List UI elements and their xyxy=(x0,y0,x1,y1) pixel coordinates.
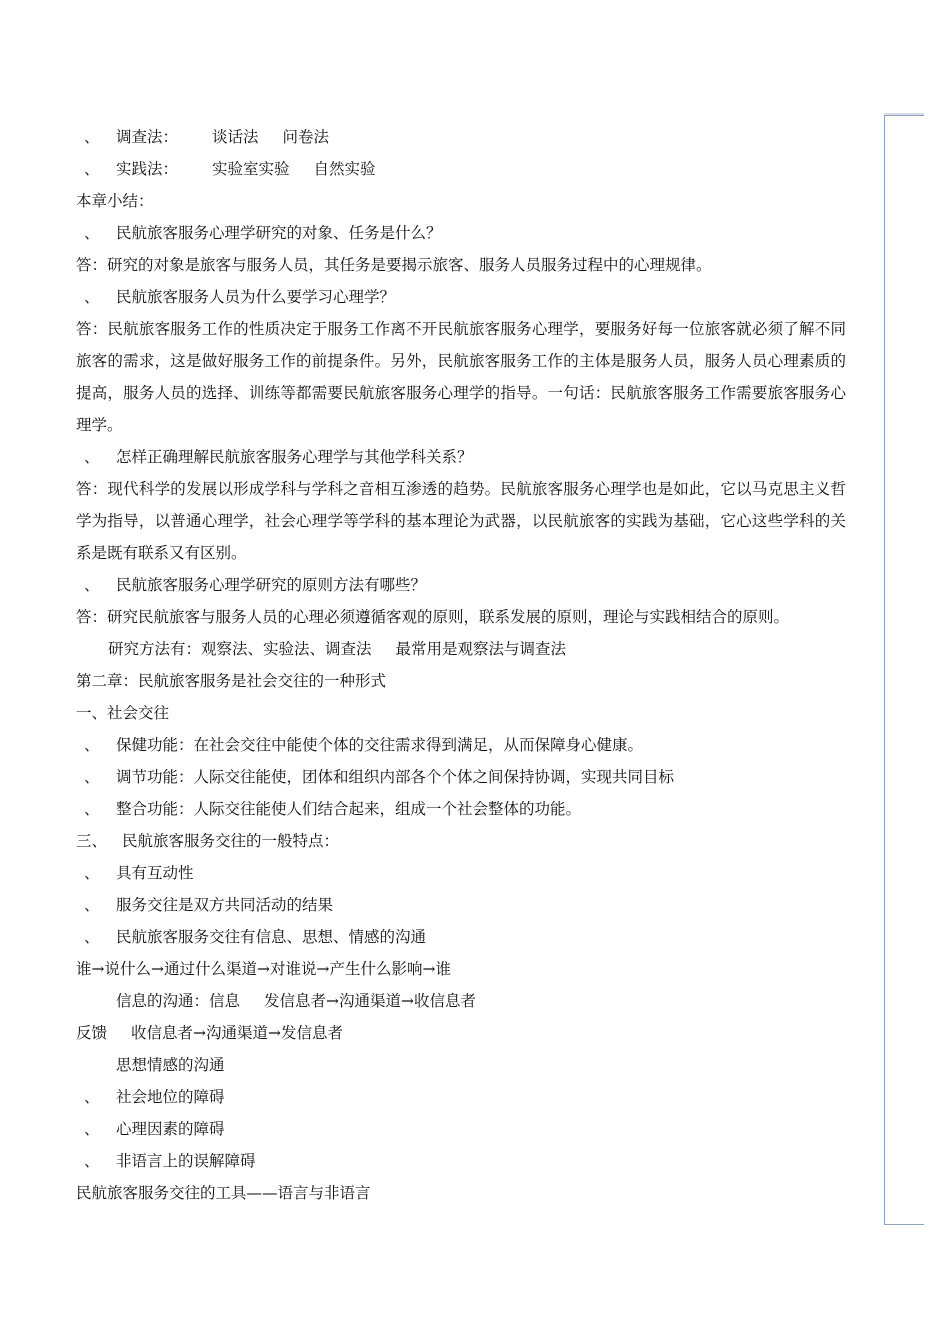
feature-1-text: 具有互动性 xyxy=(116,864,194,882)
list-marker: 、 xyxy=(84,864,100,882)
info-communication-label: 信息的沟通：信息 xyxy=(116,992,241,1010)
method-practice-item-2: 自然实验 xyxy=(313,160,376,178)
barrier-2 xyxy=(76,1113,846,1145)
feature-2 xyxy=(76,889,846,921)
chapter-summary-heading: 本章小结： xyxy=(76,192,154,210)
emotion-communication: 思想情感的沟通 xyxy=(116,1056,225,1074)
barrier-1-text: 社会地位的障碍 xyxy=(116,1088,225,1106)
method-survey xyxy=(76,121,846,153)
list-marker: 、 xyxy=(84,128,100,146)
barrier-1 xyxy=(76,1081,846,1113)
info-communication-flow: 发信息者→沟通渠道→收信息者 xyxy=(264,992,476,1010)
method-survey-label: 调查法： xyxy=(116,128,179,146)
list-marker: 、 xyxy=(84,576,100,594)
answer-2: 答：民航旅客服务工作的性质决定于服务工作离不开民航旅客服务心理学，要服务好每一位旅客就必须了解不同旅客的需求，这是做好服务工作的前提条件。另外，民航旅客服务工作的主体是服务人员，服务人员心理素质的提高，服务人员的选择、训练等都需要民航旅客服务心理学的指导。一句话：民航旅客服务工作需要旅客服务心理学。 xyxy=(76,320,846,434)
side-panel xyxy=(884,115,924,1225)
feedback-label: 反馈 xyxy=(76,1024,108,1042)
question-1 xyxy=(76,217,846,249)
answer-3: 答：现代科学的发展以形成学科与学科之音相互渗透的趋势。民航旅客服务心理学也是如此，它以马克思主义哲学为指导，以普通心理学，社会心理学等学科的基本理论为武器，以民航旅客的实践为基础，它心这些学科的关系是既有联系又有区别。 xyxy=(76,480,846,562)
list-marker: 、 xyxy=(84,448,100,466)
question-4 xyxy=(76,569,846,601)
section-3-text: 民航旅客服务交往的一般特点： xyxy=(122,832,340,850)
barrier-3 xyxy=(76,1145,846,1177)
barrier-2-text: 心理因素的障碍 xyxy=(116,1120,225,1138)
research-methods xyxy=(76,633,846,665)
list-marker: 、 xyxy=(84,896,100,914)
list-marker: 、 xyxy=(84,288,100,306)
list-marker: 、 xyxy=(84,1152,100,1170)
section-1-heading: 一、社会交往 xyxy=(76,704,170,722)
section-number: 三、 xyxy=(76,832,108,850)
list-marker: 、 xyxy=(84,768,100,786)
answer-1: 答：研究的对象是旅客与服务人员，其任务是要揭示旅客、服务人员服务过程中的心理规律。 xyxy=(76,256,712,274)
method-practice xyxy=(76,153,846,185)
info-communication xyxy=(76,985,846,1017)
feature-3 xyxy=(76,921,846,953)
feature-1 xyxy=(76,857,846,889)
question-4-text: 民航旅客服务心理学研究的原则方法有哪些？ xyxy=(116,576,427,594)
function-integrate xyxy=(76,793,846,825)
list-marker: 、 xyxy=(84,928,100,946)
function-adjust xyxy=(76,761,846,793)
research-methods-list: 研究方法有：观察法、实验法、调查法 xyxy=(108,640,372,658)
function-health-text: 保健功能：在社会交往中能使个体的交往需求得到满足，从而保障身心健康。 xyxy=(116,736,644,754)
list-marker: 、 xyxy=(84,224,100,242)
document-body xyxy=(76,121,846,1209)
question-2-text: 民航旅客服务人员为什么要学习心理学？ xyxy=(116,288,396,306)
barrier-3-text: 非语言上的误解障碍 xyxy=(116,1152,256,1170)
feedback-flow: 收信息者→沟通渠道→发信息者 xyxy=(131,1024,343,1042)
question-3-text: 怎样正确理解民航旅客服务心理学与其他学科关系？ xyxy=(116,448,473,466)
communication-model: 谁→说什么→通过什么渠道→对谁说→产生什么影响→谁 xyxy=(76,960,451,978)
question-1-text: 民航旅客服务心理学研究的对象、任务是什么？ xyxy=(116,224,442,242)
section-3-heading xyxy=(76,825,846,857)
method-practice-item-1: 实验室实验 xyxy=(212,160,290,178)
question-3 xyxy=(76,441,846,473)
function-integrate-text: 整合功能：人际交往能使人们结合起来，组成一个社会整体的功能。 xyxy=(116,800,582,818)
function-adjust-text: 调节功能：人际交往能使，团体和组织内部各个个体之间保持协调，实现共同目标 xyxy=(116,768,675,786)
chapter-2-title: 第二章：民航旅客服务是社会交往的一种形式 xyxy=(76,672,387,690)
list-marker: 、 xyxy=(84,736,100,754)
research-methods-common: 最常用是观察法与调查法 xyxy=(395,640,567,658)
communication-tools: 民航旅客服务交往的工具——语言与非语言 xyxy=(76,1184,371,1202)
question-2 xyxy=(76,281,846,313)
function-health xyxy=(76,729,846,761)
list-marker: 、 xyxy=(84,160,100,178)
feedback xyxy=(76,1017,846,1049)
method-practice-label: 实践法： xyxy=(116,160,179,178)
method-survey-item-2: 问卷法 xyxy=(282,128,330,146)
feature-3-text: 民航旅客服务交往有信息、思想、情感的沟通 xyxy=(116,928,427,946)
method-survey-item-1: 谈话法 xyxy=(212,128,259,146)
list-marker: 、 xyxy=(84,800,100,818)
list-marker: 、 xyxy=(84,1088,100,1106)
feature-2-text: 服务交往是双方共同活动的结果 xyxy=(116,896,334,914)
list-marker: 、 xyxy=(84,1120,100,1138)
answer-4: 答：研究民航旅客与服务人员的心理必须遵循客观的原则，联系发展的原则，理论与实践相结合的原则。 xyxy=(76,608,790,626)
